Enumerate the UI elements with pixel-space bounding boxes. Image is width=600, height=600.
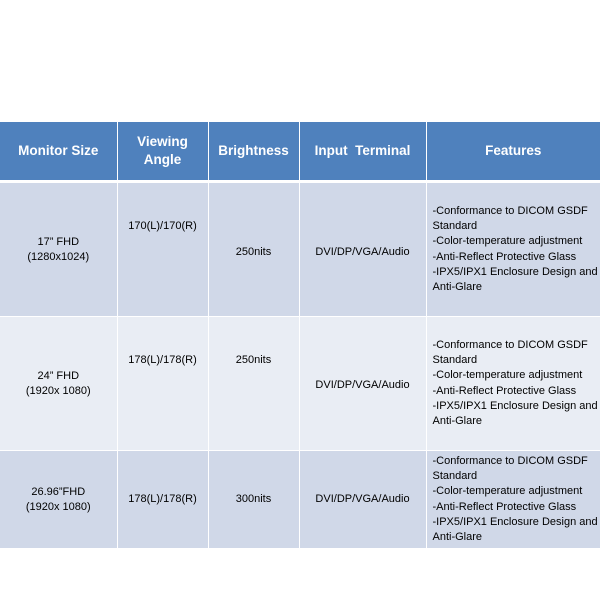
feature-item: -Color-temperature adjustment <box>432 369 583 382</box>
input-terminal-cell: DVI/DP/VGA/Audio <box>299 451 426 549</box>
header-monitor-size: Monitor Size <box>0 122 117 182</box>
monitor-size-label: 24” FHD <box>37 369 80 382</box>
features-cell <box>426 182 600 317</box>
feature-item: -Color-temperature adjustment <box>432 485 583 498</box>
feature-item: -Conformance to DICOM GSDF Standard <box>432 204 588 233</box>
monitor-size-cell <box>0 317 117 451</box>
feature-item: -Anti-Reflect Protective Glass <box>432 250 577 263</box>
monitor-size-label: 17” FHD <box>37 235 80 248</box>
input-terminal-cell: DVI/DP/VGA/Audio <box>299 317 426 451</box>
viewing-angle-cell: 178(L)/178(R) <box>117 317 208 451</box>
input-terminal-cell: DVI/DP/VGA/Audio <box>299 182 426 317</box>
monitor-spec-table <box>0 122 600 549</box>
feature-item: -IPX5/IPX1 Enclosure Design and Anti-Glare <box>432 515 598 543</box>
monitor-resolution: (1920x 1080) <box>25 384 91 397</box>
brightness-cell: 250nits <box>208 182 299 317</box>
monitor-resolution: (1920x 1080) <box>25 500 91 513</box>
feature-item: -Anti-Reflect Protective Glass <box>432 500 577 513</box>
table-row <box>0 317 600 451</box>
brightness-cell: 300nits <box>208 451 299 549</box>
table-row <box>0 451 600 549</box>
header-viewing-angle: Viewing Angle <box>117 122 208 182</box>
table-row <box>0 182 600 317</box>
feature-item: -Conformance to DICOM GSDF Standard <box>432 454 588 483</box>
header-input-terminal: Input Terminal <box>299 122 426 182</box>
feature-item: -Conformance to DICOM GSDF Standard <box>432 338 588 367</box>
feature-item: -Color-temperature adjustment <box>432 235 583 248</box>
feature-item: -IPX5/IPX1 Enclosure Design and Anti-Glare <box>432 265 598 293</box>
features-cell <box>426 451 600 549</box>
monitor-size-cell <box>0 182 117 317</box>
viewing-angle-cell: 178(L)/178(R) <box>117 451 208 549</box>
header-features: Features <box>426 122 600 182</box>
monitor-size-cell <box>0 451 117 549</box>
header-brightness: Brightness <box>208 122 299 182</box>
viewing-angle-cell: 170(L)/170(R) <box>117 182 208 317</box>
feature-item: -Anti-Reflect Protective Glass <box>432 384 577 397</box>
table-header-row <box>0 122 600 182</box>
monitor-size-label: 26.96”FHD <box>31 485 86 498</box>
monitor-resolution: (1280x1024) <box>27 250 90 263</box>
feature-item: -IPX5/IPX1 Enclosure Design and Anti-Glare <box>432 399 598 427</box>
brightness-cell: 250nits <box>208 317 299 451</box>
features-cell <box>426 317 600 451</box>
